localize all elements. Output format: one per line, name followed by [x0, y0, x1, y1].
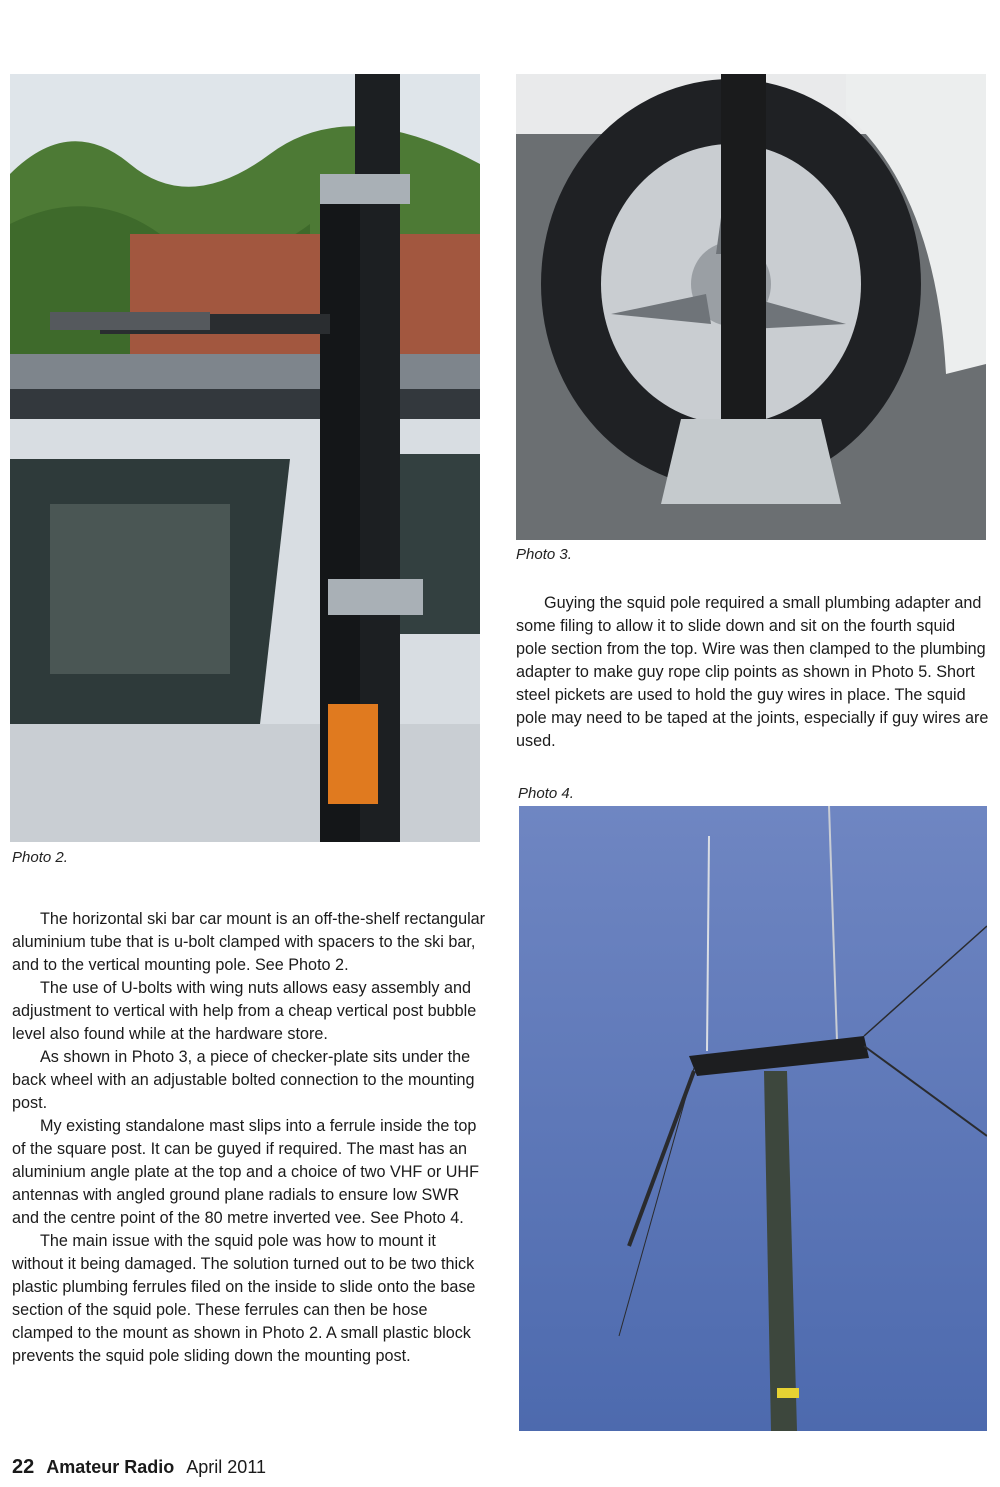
photo-4-image	[519, 806, 987, 1431]
left-paragraph-4: My existing standalone mast slips into a ferrule inside the top of the square post. It can be guyed if required. The mast has an aluminium angle plate at the top and a choice of two VHF or UHF antennas with angled ground plane radials to ensure low SWR and the centre point of the 80 metre inverted vee. See Photo 4.	[12, 1117, 479, 1227]
right-paragraph: Guying the squid pole required a small plumbing adapter and some filing to allow it to slide down and sit on the fourth squid pole section from the top. Wire was then clamped to the plumbing adapter to make guy rope clip points as shown in Photo 5. Short steel pickets are used to hold the guy wires in place. The squid pole may need to be taped at the joints, especially if guy wires are used.	[516, 594, 989, 750]
page-number: 22	[12, 1456, 35, 1478]
photo-3-caption: Photo 3.	[516, 546, 572, 563]
magazine-title: Amateur Radio	[46, 1457, 175, 1477]
photo-2-caption: Photo 2.	[12, 849, 68, 866]
photo-2-image	[10, 74, 480, 842]
photo-4-caption: Photo 4.	[518, 785, 574, 802]
issue-date: April 2011	[186, 1457, 266, 1477]
left-paragraph-1: The horizontal ski bar car mount is an off-the-shelf rectangular aluminium tube that is u-bolt clamped with spacers to the ski bar, and to the vertical mounting pole. See Photo 2.	[12, 910, 486, 974]
left-paragraph-2: The use of U-bolts with wing nuts allows easy assembly and adjustment to vertical with help from a cheap vertical post bubble level also found while at the hardware store.	[12, 979, 477, 1043]
left-column-text	[12, 908, 486, 1368]
page-footer	[12, 1456, 266, 1479]
left-paragraph-5: The main issue with the squid pole was how to mount it without it being damaged. The solution turned out to be two thick plastic plumbing ferrules filed on the inside to slide onto the base section of the squid pole. These ferrules can then be hose clamped to the mount as shown in Photo 2. A small plastic block prevents the squid pole sliding down the mounting post.	[12, 1232, 476, 1365]
left-paragraph-3: As shown in Photo 3, a piece of checker-plate sits under the back wheel with an adjustable bolted connection to the mounting post.	[12, 1048, 475, 1112]
photo-3-image	[516, 74, 986, 540]
right-column-text	[516, 592, 990, 753]
